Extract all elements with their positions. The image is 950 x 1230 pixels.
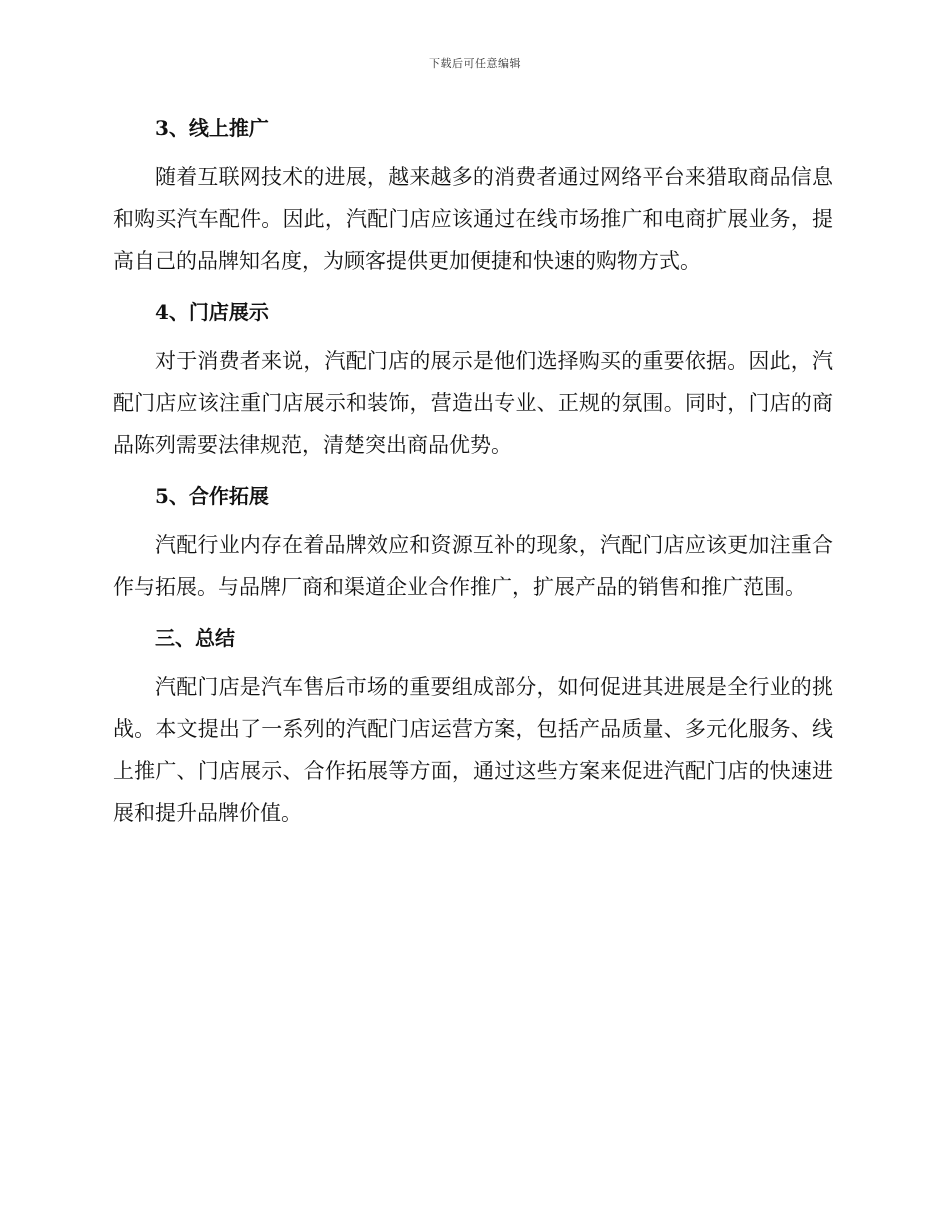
section-heading: 3、线上推广 — [155, 116, 269, 140]
document-body — [113, 108, 833, 844]
section-cooperation-expansion — [113, 476, 833, 608]
section-online-promotion — [113, 108, 833, 282]
section-paragraph: 汽配门店是汽车售后市场的重要组成部分，如何促进其进展是全行业的挑战。本文提出了一系列的汽配门店运营方案，包括产品质量、多元化服务、线上推广、门店展示、合作拓展等方面，通过这些方案来促进汽配门店的快速进展和提升品牌价值。 — [113, 675, 833, 825]
section-paragraph: 汽配行业内存在着品牌效应和资源互补的现象，汽配门店应该更加注重合作与拓展。与品牌厂商和渠道企业合作推广，扩展产品的销售和推广范围。 — [113, 533, 833, 599]
section-summary — [113, 618, 833, 834]
section-paragraph: 随着互联网技术的进展，越来越多的消费者通过网络平台来猎取商品信息和购买汽车配件。因此，汽配门店应该通过在线市场推广和电商扩展业务，提高自己的品牌知名度，为顾客提供更加便捷和快速的购物方式。 — [113, 165, 833, 273]
section-store-display — [113, 292, 833, 466]
page-header: 下载后可任意编辑 — [429, 57, 521, 70]
section-heading: 5、合作拓展 — [155, 484, 269, 508]
section-heading: 4、门店展示 — [155, 300, 269, 324]
section-paragraph: 对于消费者来说，汽配门店的展示是他们选择购买的重要依据。因此，汽配门店应该注重门店展示和装饰，营造出专业、正规的氛围。同时，门店的商品陈列需要法律规范，清楚突出商品优势。 — [113, 349, 833, 457]
section-heading: 三、总结 — [155, 626, 235, 650]
